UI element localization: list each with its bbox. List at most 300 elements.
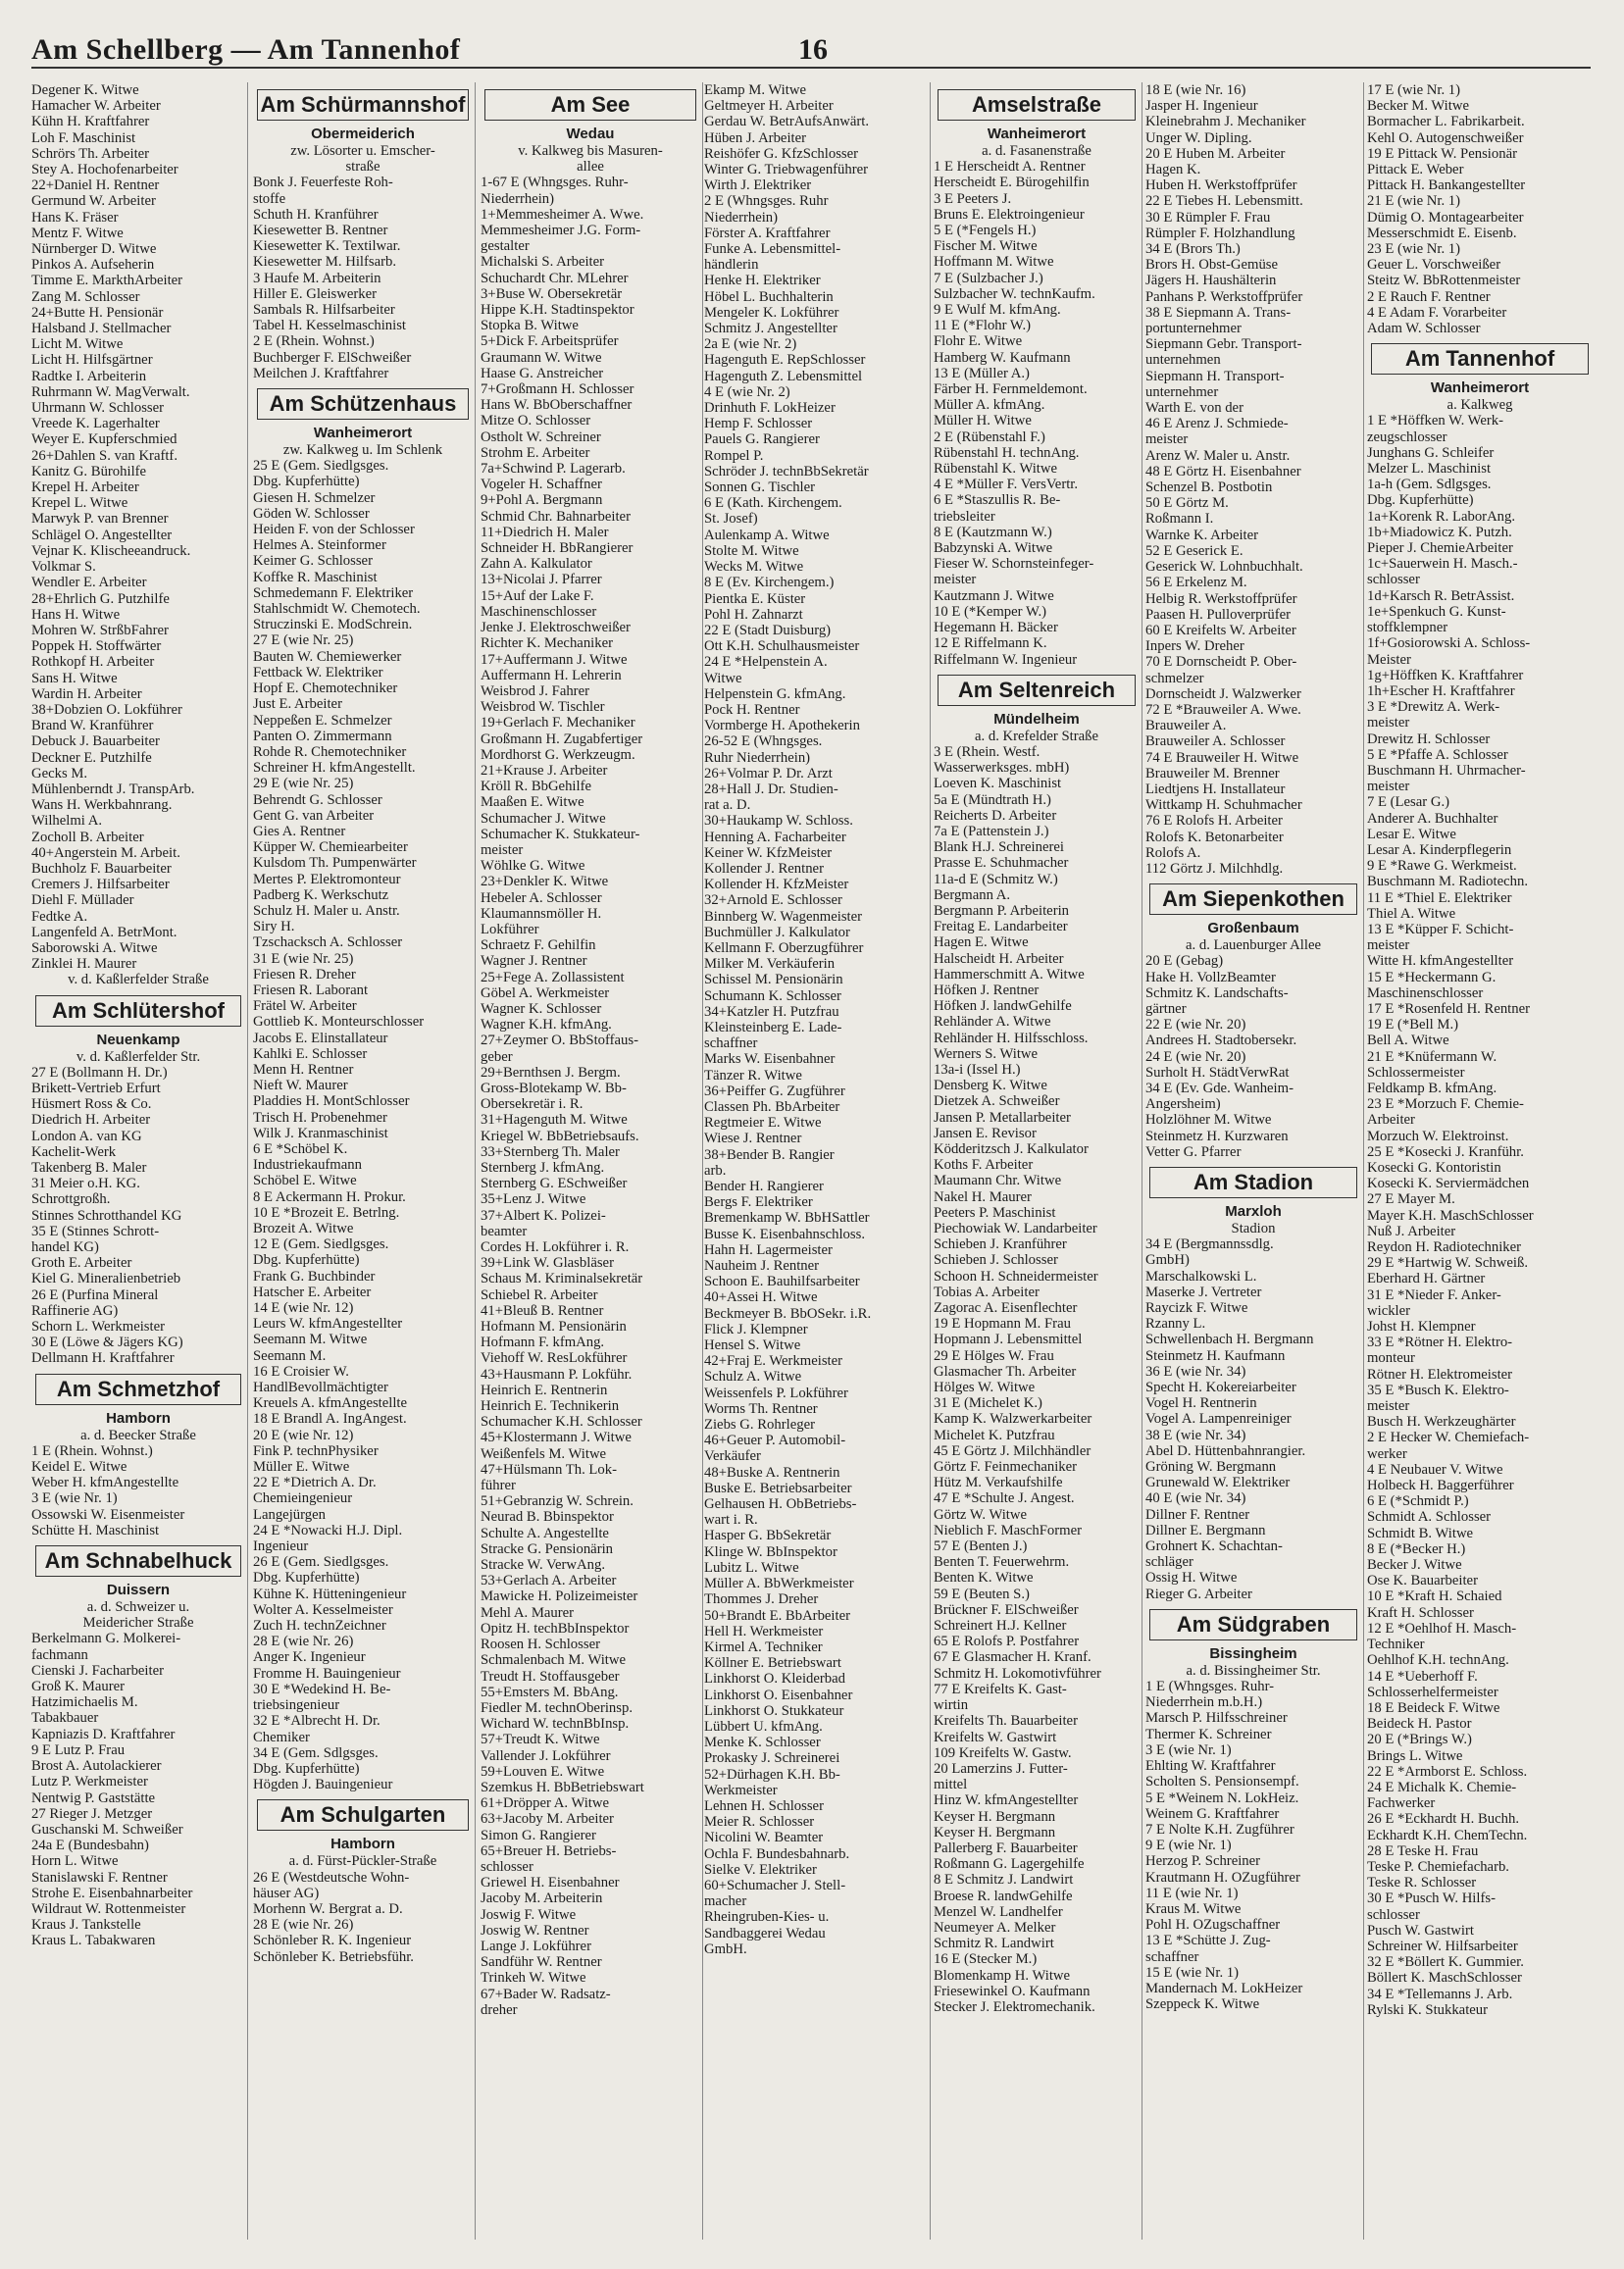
- directory-entry: Müller A. kfmAng.: [934, 397, 1045, 414]
- directory-entry: wickler: [1367, 1302, 1411, 1319]
- directory-entry: Debuck J. Bauarbeiter: [31, 733, 160, 750]
- directory-entry: gärtner: [1145, 1000, 1187, 1017]
- directory-entry: arb.: [704, 1162, 727, 1179]
- directory-entry: Griewel H. Eisenbahner: [481, 1875, 620, 1891]
- directory-entry: Ossig H. Witwe: [1145, 1570, 1238, 1587]
- directory-entry: Müller E. Witwe: [253, 1459, 350, 1476]
- directory-entry: 11+Diedrich H. Maler: [481, 524, 609, 540]
- directory-entry: Schulte A. Angestellte: [481, 1525, 609, 1541]
- directory-entry: Lehnen H. Schlosser: [704, 1797, 824, 1814]
- directory-entry: Hagen K.: [1145, 162, 1201, 178]
- directory-entry: 1a+Korenk R. LaborAng.: [1367, 508, 1516, 525]
- directory-entry: Hegemann H. Bäcker: [934, 620, 1058, 636]
- directory-entry: Rehländer A. Witwe: [934, 1014, 1051, 1031]
- directory-entry: Witwe: [704, 670, 742, 686]
- directory-entry: Poppek H. Stoffwärter: [31, 638, 162, 655]
- directory-entry: Maschinenschlosser: [481, 603, 597, 620]
- directory-entry: 20 E (Gebag): [1145, 953, 1224, 970]
- directory-entry: Bremenkamp W. BbHSattler: [704, 1210, 870, 1227]
- directory-entry: 13 E *Schütte J. Zug-: [1145, 1933, 1271, 1949]
- directory-entry: Kachelit-Werk: [31, 1143, 117, 1160]
- directory-entry: 9 E *Rawe G. Werkmeist.: [1367, 858, 1517, 875]
- directory-entry: Kühne K. Hütteningenieur: [253, 1586, 407, 1602]
- directory-entry: Chemieingenieur: [253, 1490, 353, 1507]
- directory-entry: Meier R. Schlosser: [704, 1814, 815, 1831]
- directory-entry: Hans W. BbOberschaffner: [481, 397, 633, 414]
- directory-entry: Frank G. Buchbinder: [253, 1268, 376, 1285]
- directory-entry: 72 E *Brauweiler A. Wwe.: [1145, 701, 1301, 718]
- directory-entry: 28 E Teske H. Frau: [1367, 1842, 1479, 1859]
- directory-entry: 2 E (Rhein. Wohnst.): [253, 333, 375, 350]
- directory-entry: 11a-d E (Schmitz W.): [934, 871, 1058, 887]
- directory-entry: Joswig W. Rentner: [481, 1922, 589, 1939]
- directory-entry: Küpper W. Chemiearbeiter: [253, 839, 408, 856]
- directory-entry: Gröning W. Bergmann: [1145, 1459, 1277, 1476]
- directory-entry: 18 E Brandl A. IngAngest.: [253, 1411, 407, 1428]
- directory-entry: Hippe K.H. Stadtinspektor: [481, 302, 634, 319]
- directory-entry: 47 E *Schulte J. Angest.: [934, 1490, 1075, 1507]
- directory-entry: 20 E (wie Nr. 12): [253, 1427, 354, 1443]
- directory-entry: Tabel H. Kesselmaschinist: [253, 318, 407, 334]
- directory-entry: Herzog P. Schreiner: [1145, 1853, 1261, 1870]
- directory-entry: 46+Geuer P. Automobil-: [704, 1433, 846, 1449]
- directory-entry: fachmann: [31, 1646, 88, 1663]
- street-heading: Am Stadion: [1149, 1167, 1357, 1198]
- street-heading: Am Schnabelhuck: [35, 1545, 241, 1577]
- directory-entry: Klaumannsmöller H.: [481, 905, 602, 922]
- directory-entry: Hamacher W. Arbeiter: [31, 98, 161, 115]
- directory-entry: Schönleber R. K. Ingenieur: [253, 1933, 412, 1949]
- directory-entry: 6 E *Staszullis R. Be-: [934, 492, 1061, 509]
- directory-entry: 3 Haufe M. Arbeiterin: [253, 270, 381, 286]
- street-location: v. d. Kaßlerfelder Str.: [76, 1048, 201, 1065]
- column-6: [1145, 82, 1361, 2012]
- directory-entry: Pladdies H. MontSchlosser: [253, 1093, 410, 1110]
- directory-entry: 32 E *Albrecht H. Dr.: [253, 1713, 381, 1730]
- directory-entry: Wöhlke G. Witwe: [481, 858, 585, 875]
- directory-entry: Flohr E. Witwe: [934, 333, 1023, 350]
- street-heading: Am Schlütershof: [35, 995, 241, 1027]
- street-location: a. d. Krefelder Straße: [974, 728, 1098, 744]
- directory-entry: Diedrich H. Arbeiter: [31, 1112, 151, 1129]
- street-heading: Am Seltenreich: [938, 675, 1136, 706]
- street-heading: Am See: [484, 89, 696, 121]
- directory-entry: Förster A. Kraftfahrer: [704, 225, 831, 241]
- district-name: Hamborn: [330, 1836, 395, 1853]
- directory-entry: Reydon H. Radiotechniker: [1367, 1239, 1522, 1256]
- directory-entry: Hiller E. Gleiswerker: [253, 285, 378, 302]
- directory-entry: Schoon E. Bauhilfsarbeiter: [704, 1274, 860, 1290]
- directory-entry: 1h+Escher H. Kraftfahrer: [1367, 682, 1515, 699]
- directory-entry: 13+Nicolai J. Pfarrer: [481, 572, 602, 588]
- directory-entry: 112 Görtz J. Milchhdlg.: [1145, 860, 1284, 877]
- street-heading: Am Schützenhaus: [257, 388, 469, 420]
- directory-entry: Joswig F. Witwe: [481, 1906, 577, 1923]
- directory-entry: 3 E Peeters J.: [934, 190, 1012, 207]
- directory-entry: Wans H. Werkbahnrang.: [31, 797, 173, 814]
- directory-entry: 24a E (Bundesbahn): [31, 1838, 149, 1854]
- directory-entry: Heiden F. von der Schlosser: [253, 522, 415, 538]
- directory-entry: Fromme H. Bauingenieur: [253, 1665, 401, 1682]
- directory-entry: macher: [704, 1893, 747, 1910]
- directory-entry: Köllner E. Betriebswart: [704, 1655, 841, 1672]
- directory-entry: 109 Kreifelts W. Gastw.: [934, 1744, 1072, 1761]
- directory-entry: Reicherts D. Arbeiter: [934, 807, 1057, 824]
- directory-entry: Marks W. Eisenbahner: [704, 1051, 836, 1068]
- directory-entry: 15 E *Heckermann G.: [1367, 969, 1497, 985]
- directory-entry: Schmedemann F. Elektriker: [253, 584, 414, 601]
- directory-entry: Brozeit A. Witwe: [253, 1221, 354, 1236]
- directory-entry: Halsband J. Stellmacher: [31, 321, 172, 337]
- directory-entry: Kamp K. Walzwerkarbeiter: [934, 1411, 1092, 1428]
- directory-entry: Winter G. Triebwagenführer: [704, 162, 869, 178]
- column-7: [1367, 82, 1593, 2018]
- directory-entry: Rheingruben-Kies- u.: [704, 1909, 830, 1926]
- directory-entry: Roßmann G. Lagergehilfe: [934, 1856, 1085, 1873]
- directory-entry: Wichard W. technBbInsp.: [481, 1716, 630, 1733]
- directory-entry: Vallender J. Lokführer: [481, 1747, 611, 1764]
- directory-entry: 20 Lamerzins J. Futter-: [934, 1760, 1068, 1777]
- directory-entry: Krepel H. Arbeiter: [31, 479, 139, 496]
- directory-entry: Kröll R. BbGehilfe: [481, 779, 591, 795]
- directory-entry: Sternberg J. kfmAng.: [481, 1160, 605, 1176]
- directory-entry: Brückner F. ElSchweißer: [934, 1601, 1079, 1618]
- directory-entry: dreher: [481, 2001, 518, 2018]
- directory-entry: Schlosserhelfermeister: [1367, 1684, 1498, 1700]
- directory-entry: Sandbaggerei Wedau: [704, 1925, 826, 1941]
- directory-entry: Wagner K. Schlosser: [481, 1000, 602, 1017]
- directory-entry: Guschanski M. Schweißer: [31, 1821, 183, 1838]
- street-heading: Am Schmetzhof: [35, 1374, 241, 1405]
- directory-entry: 22 E *Armborst E. Schloss.: [1367, 1763, 1528, 1780]
- directory-entry: portunternehmer: [1145, 321, 1242, 337]
- directory-entry: 3+Buse W. Obersekretär: [481, 285, 623, 302]
- directory-entry: Maserke J. Vertreter: [1145, 1284, 1262, 1300]
- district-name: Mündelheim: [993, 710, 1080, 728]
- directory-entry: Memmesheimer J.G. Form-: [481, 223, 641, 239]
- directory-entry: Brauweiler A. Schlosser: [1145, 733, 1286, 750]
- directory-entry: Beckmeyer B. BbOSekr. i.R.: [704, 1305, 872, 1322]
- directory-entry: Kosecki G. Kontoristin: [1367, 1160, 1501, 1176]
- directory-entry: Schraetz F. Gehilfin: [481, 937, 596, 954]
- directory-entry: Mertes P. Elektromonteur: [253, 871, 401, 887]
- directory-entry: Neurad B. Bbinspektor: [481, 1509, 614, 1526]
- directory-entry: Becker J. Witwe: [1367, 1557, 1462, 1574]
- directory-entry: 25+Fege A. Zollassistent: [481, 969, 625, 985]
- directory-entry: Rieger G. Arbeiter: [1145, 1586, 1252, 1602]
- directory-entry: Schrottgroßh.: [31, 1191, 111, 1208]
- directory-entry: 26 E (Westdeutsche Wohn-: [253, 1869, 410, 1886]
- directory-entry: Wittkamp H. Schuhmacher: [1145, 797, 1302, 814]
- directory-entry: Nieft W. Maurer: [253, 1078, 348, 1094]
- directory-entry: 56 E Erkelenz M.: [1145, 575, 1247, 591]
- directory-entry: Pittack H. Bankangestellter: [1367, 177, 1526, 194]
- directory-entry: Marwyk P. van Brenner: [31, 511, 169, 528]
- directory-entry: Roßmann I.: [1145, 511, 1214, 528]
- directory-entry: Licht M. Witwe: [31, 336, 124, 353]
- directory-entry: Hake H. VollzBeamter: [1145, 969, 1276, 985]
- directory-entry: Steinmetz H. Kaufmann: [1145, 1347, 1286, 1364]
- directory-entry: Wasserwerksges. mbH): [934, 760, 1070, 777]
- directory-entry: Brost A. Autolackierer: [31, 1758, 162, 1775]
- directory-entry: 20 E Huben M. Arbeiter: [1145, 145, 1286, 162]
- directory-entry: 19 E Pittack W. Pensionär: [1367, 145, 1517, 162]
- directory-entry: Haase G. Anstreicher: [481, 365, 604, 381]
- directory-entry: 19 E Hopmann M. Frau: [934, 1316, 1071, 1333]
- directory-entry: Pallerberg F. Bauarbeiter: [934, 1840, 1078, 1856]
- directory-entry: Groth E. Arbeiter: [31, 1255, 132, 1272]
- directory-entry: Hüben J. Arbeiter: [704, 129, 807, 146]
- directory-entry: 37+Albert K. Polizei-: [481, 1207, 606, 1224]
- directory-entry: 16 E (Stecker M.): [934, 1951, 1038, 1968]
- directory-entry: 4 E Neubauer V. Witwe: [1367, 1461, 1503, 1478]
- directory-entry: Hütz M. Verkaufshilfe: [934, 1475, 1063, 1491]
- directory-entry: Kiel G. Mineralienbetrieb: [31, 1271, 181, 1287]
- directory-entry: Mehl A. Maurer: [481, 1604, 575, 1621]
- directory-entry: Schmid Chr. Bahnarbeiter: [481, 508, 631, 525]
- directory-entry: 26 E (Gem. Siedlgsges.: [253, 1554, 389, 1571]
- directory-entry: Ose K. Bauarbeiter: [1367, 1573, 1478, 1589]
- directory-entry: 39+Link W. Glasbläser: [481, 1255, 614, 1272]
- directory-entry: 1g+Höffken K. Kraftfahrer: [1367, 667, 1524, 683]
- directory-entry: 65 E Rolofs P. Postfahrer: [934, 1634, 1080, 1650]
- directory-entry: 34 E (Gem. Sdlgsges.: [253, 1744, 379, 1761]
- column-divider: [1363, 82, 1364, 2240]
- directory-entry: Pohl H. Zahnarzt: [704, 606, 803, 623]
- directory-entry: 24 E Michalk K. Chemie-: [1367, 1779, 1517, 1795]
- directory-entry: Riffelmann W. Ingenieur: [934, 651, 1078, 668]
- directory-entry: Brings L. Witwe: [1367, 1747, 1463, 1764]
- directory-entry: Fettback W. Elektriker: [253, 664, 383, 681]
- directory-entry: Schmidt A. Schlosser: [1367, 1509, 1492, 1526]
- directory-entry: Specht H. Kokereiarbeiter: [1145, 1380, 1296, 1396]
- directory-entry: Sternberg G. ESchweißer: [481, 1176, 628, 1192]
- directory-entry: Hagenguth E. RepSchlosser: [704, 352, 866, 369]
- directory-entry: Wagner J. Rentner: [481, 953, 587, 970]
- directory-entry: Ködderitzsch J. Kalkulator: [934, 1140, 1089, 1157]
- directory-entry: Warnke K. Arbeiter: [1145, 527, 1259, 543]
- directory-entry: Hell H. Werkmeister: [704, 1623, 824, 1639]
- directory-entry: meister: [1367, 937, 1410, 954]
- directory-entry: 45+Klostermann J. Witwe: [481, 1430, 632, 1446]
- directory-entry: Langejürgen: [253, 1506, 326, 1523]
- directory-entry: Weissenfels P. Lokführer: [704, 1385, 848, 1401]
- directory-entry: Kreuels A. kfmAngestellte: [253, 1395, 408, 1412]
- directory-entry: Roosen H. Schlosser: [481, 1637, 600, 1653]
- directory-entry: Rolofs A.: [1145, 844, 1201, 861]
- directory-entry: Hans K. Fräser: [31, 209, 119, 226]
- directory-entry: Weisbrod W. Tischler: [481, 699, 605, 716]
- directory-entry: 60 E Kreifelts W. Arbeiter: [1145, 622, 1296, 638]
- directory-entry: 50+Brandt E. BbArbeiter: [704, 1607, 851, 1624]
- directory-entry: Adam W. Schlosser: [1367, 321, 1481, 337]
- directory-entry: Richter K. Mechaniker: [481, 635, 613, 652]
- directory-entry: Kreifelts Th. Bauarbeiter: [934, 1713, 1078, 1730]
- directory-entry: 32+Arnold E. Schlosser: [704, 892, 842, 909]
- directory-entry: Hofmann M. Pensionärin: [481, 1319, 627, 1336]
- directory-entry: Bruns E. Elektroingenieur: [934, 206, 1085, 223]
- directory-entry: Rothkopf H. Arbeiter: [31, 654, 155, 671]
- directory-entry: Vetter G. Pfarrer: [1145, 1143, 1242, 1160]
- street-location: v. d. Kaßlerfelder Straße: [68, 972, 209, 988]
- directory-entry: Kleinebrahm J. Mechaniker: [1145, 114, 1306, 130]
- directory-entry: 8 E (Kautzmann W.): [934, 524, 1052, 540]
- directory-entry: Hinz W. kfmAngestellter: [934, 1792, 1079, 1809]
- directory-entry: Nieblich F. MaschFormer: [934, 1522, 1082, 1538]
- directory-entry: Schumacher J. Witwe: [481, 810, 606, 827]
- directory-entry: 59+Louven E. Witwe: [481, 1763, 605, 1780]
- directory-entry: Jasper H. Ingenieur: [1145, 98, 1258, 115]
- directory-entry: Stopka B. Witwe: [481, 318, 579, 334]
- directory-entry: Viehoff W. ResLokführer: [481, 1350, 628, 1367]
- directory-entry: 17 E (wie Nr. 1): [1367, 82, 1461, 98]
- directory-entry: Schenzel B. Postbotin: [1145, 479, 1273, 496]
- directory-entry: 31 E (Michelet K.): [934, 1395, 1042, 1412]
- directory-entry: Kautzmann J. Witwe: [934, 587, 1054, 604]
- directory-entry: Mawicke H. Polizeimeister: [481, 1588, 638, 1605]
- directory-entry: Wilhelmi A.: [31, 813, 103, 830]
- directory-entry: Struczinski E. ModSchrein.: [253, 617, 413, 633]
- directory-entry: Bauten W. Chemiewerker: [253, 648, 402, 665]
- district-name: Bissingheim: [1209, 1644, 1297, 1662]
- directory-entry: Milker M. Verkäuferin: [704, 956, 836, 973]
- directory-entry: 28+Hall J. Dr. Studien-: [704, 781, 838, 797]
- directory-entry: 7a E (Pattenstein J.): [934, 823, 1049, 839]
- directory-entry: 50 E Görtz M.: [1145, 495, 1229, 512]
- column-4: [704, 82, 928, 1957]
- directory-entry: 41+Bleuß B. Rentner: [481, 1302, 604, 1319]
- directory-entry: Krautmann H. OZugführer: [1145, 1869, 1300, 1886]
- directory-entry: rat a. D.: [704, 797, 751, 814]
- district-name: Marxloh: [1225, 1203, 1282, 1220]
- directory-entry: Hebeler A. Schlosser: [481, 889, 602, 906]
- column-2: [253, 82, 473, 1965]
- directory-entry: 48+Buske A. Rentnerin: [704, 1464, 840, 1481]
- directory-entry: 1-67 E (Whngsges. Ruhr-: [481, 175, 629, 191]
- directory-entry: 2 E (Rübenstahl F.): [934, 429, 1045, 445]
- directory-entry: Regtmeier E. Witwe: [704, 1115, 822, 1132]
- directory-entry: Stey A. Hochofenarbeiter: [31, 162, 178, 178]
- directory-entry: 10 E (*Kemper W.): [934, 603, 1047, 620]
- directory-entry: 14 E *Ueberhoff F.: [1367, 1668, 1478, 1685]
- directory-entry: 1 E *Höffken W. Werk-: [1367, 413, 1504, 429]
- directory-entry: Mentz F. Witwe: [31, 225, 124, 241]
- directory-entry: Piechowiak W. Landarbeiter: [934, 1221, 1097, 1236]
- directory-entry: Schiebel R. Arbeiter: [481, 1286, 598, 1303]
- directory-entry: Brand W. Kranführer: [31, 718, 154, 734]
- directory-entry: Ekamp M. Witwe: [704, 82, 806, 98]
- directory-entry: Kulsdom Th. Pumpenwärter: [253, 855, 417, 872]
- directory-entry: Jacoby M. Arbeiterin: [481, 1891, 603, 1907]
- directory-entry: 32 E *Böllert K. Gummier.: [1367, 1954, 1524, 1971]
- street-heading: Am Südgraben: [1149, 1609, 1357, 1640]
- directory-entry: 38+Dobzien O. Lokführer: [31, 701, 182, 718]
- directory-entry: Sulzbacher W. technKaufm.: [934, 285, 1095, 302]
- directory-entry: Siepmann H. Transport-: [1145, 368, 1285, 384]
- directory-entry: 27 E (wie Nr. 25): [253, 632, 354, 649]
- directory-entry: Surholt H. StädtVerwRat: [1145, 1064, 1290, 1081]
- directory-entry: Schlossermeister: [1367, 1064, 1465, 1081]
- directory-entry: Zuch H. technZeichner: [253, 1618, 386, 1635]
- column-5: [934, 82, 1140, 2015]
- directory-entry: Thommes J. Dreher: [704, 1591, 819, 1608]
- directory-entry: 22 E Tiebes H. Lebensmitt.: [1145, 193, 1303, 210]
- directory-entry: Pinkos A. Aufseherin: [31, 257, 155, 274]
- directory-entry: Rötner H. Elektromeister: [1367, 1366, 1513, 1383]
- street-heading: Am Schürmannshof: [257, 89, 469, 121]
- directory-entry: 3 E (Rhein. Westf.: [934, 743, 1040, 760]
- directory-entry: Meilchen J. Kraftfahrer: [253, 365, 389, 381]
- directory-entry: Schlägel O. Angestellter: [31, 527, 173, 543]
- directory-entry: 26-52 E (Whngsges.: [704, 733, 823, 750]
- page-header: [31, 33, 1591, 69]
- directory-entry: 43+Hausmann P. Lokführ.: [481, 1366, 633, 1383]
- directory-entry: Prasse E. Schuhmacher: [934, 855, 1069, 872]
- directory-entry: Brikett-Vertrieb Erfurt: [31, 1080, 161, 1096]
- directory-entry: Seemann M.: [253, 1347, 327, 1364]
- directory-entry: Witte H. kfmAngestellter: [1367, 953, 1514, 970]
- directory-entry: Dillner E. Bergmann: [1145, 1522, 1266, 1538]
- directory-entry: Gies A. Rentner: [253, 823, 346, 839]
- directory-entry: Buchberger F. ElSchweißer: [253, 349, 412, 366]
- directory-entry: Jansen P. Metallarbeiter: [934, 1109, 1071, 1126]
- directory-entry: Lutz P. Werkmeister: [31, 1774, 148, 1790]
- directory-entry: Jacobs E. Elinstallateur: [253, 1030, 388, 1046]
- directory-entry: geber: [481, 1048, 513, 1065]
- directory-entry: 12 E Riffelmann K.: [934, 635, 1047, 652]
- directory-entry: Anderer A. Buchhalter: [1367, 810, 1498, 827]
- directory-entry: 11 E *Thiel E. Elektriker: [1367, 889, 1512, 906]
- directory-entry: St. Josef): [704, 511, 758, 528]
- directory-entry: Zocholl B. Arbeiter: [31, 829, 144, 845]
- directory-entry: Giesen H. Schmelzer: [253, 489, 376, 506]
- directory-entry: Horn L. Witwe: [31, 1853, 119, 1870]
- directory-entry: Chemiker: [253, 1729, 310, 1745]
- directory-entry: Bormacher L. Fabrikarbeit.: [1367, 114, 1525, 130]
- directory-entry: Marsch P. Hilfsschreiner: [1145, 1710, 1288, 1727]
- directory-entry: Mayer K.H. MaschSchlosser: [1367, 1207, 1534, 1224]
- directory-entry: meister: [934, 572, 977, 588]
- directory-entry: Mitze O. Schlosser: [481, 413, 591, 429]
- directory-entry: 3 E *Drewitz A. Werk-: [1367, 699, 1500, 716]
- directory-entry: Arbeiter: [1367, 1112, 1415, 1129]
- directory-entry: Fink P. technPhysiker: [253, 1442, 379, 1459]
- directory-entry: Maumann Chr. Witwe: [934, 1173, 1062, 1189]
- directory-entry: Kahlki E. Schlosser: [253, 1045, 368, 1062]
- directory-entry: 35 E *Busch K. Elektro-: [1367, 1382, 1509, 1398]
- directory-entry: Messerschmidt E. Eisenb.: [1367, 225, 1517, 241]
- directory-entry: Fachwerker: [1367, 1795, 1436, 1812]
- directory-entry: Schneider H. BbRangierer: [481, 540, 634, 557]
- directory-entry: Hans H. Witwe: [31, 606, 121, 623]
- directory-entry: Sielke V. Elektriker: [704, 1861, 817, 1878]
- directory-entry: Herscheidt E. Bürogehilfin: [934, 175, 1090, 191]
- directory-entry: Kiesewetter M. Hilfsarb.: [253, 254, 397, 271]
- directory-entry: 40+Assei H. Witwe: [704, 1289, 818, 1306]
- directory-entry: schlosser: [481, 1858, 533, 1875]
- directory-entry: Sandführ W. Rentner: [481, 1954, 602, 1971]
- directory-entry: 27 Rieger J. Metzger: [31, 1805, 153, 1822]
- directory-entry: 7 E (Lesar G.): [1367, 794, 1450, 811]
- directory-entry: 17+Auffermann J. Witwe: [481, 651, 628, 668]
- directory-entry: Friesen R. Dreher: [253, 966, 356, 983]
- directory-entry: Peeters P. Maschinist: [934, 1204, 1056, 1221]
- directory-entry: Fieser W. Schornsteinfeger-: [934, 556, 1094, 573]
- directory-entry: Pock H. Rentner: [704, 701, 800, 718]
- directory-entry: Busch H. Werkzeughärter: [1367, 1414, 1516, 1431]
- directory-entry: 35 E (Stinnes Schrott-: [31, 1223, 160, 1239]
- directory-entry: werker: [1367, 1445, 1407, 1462]
